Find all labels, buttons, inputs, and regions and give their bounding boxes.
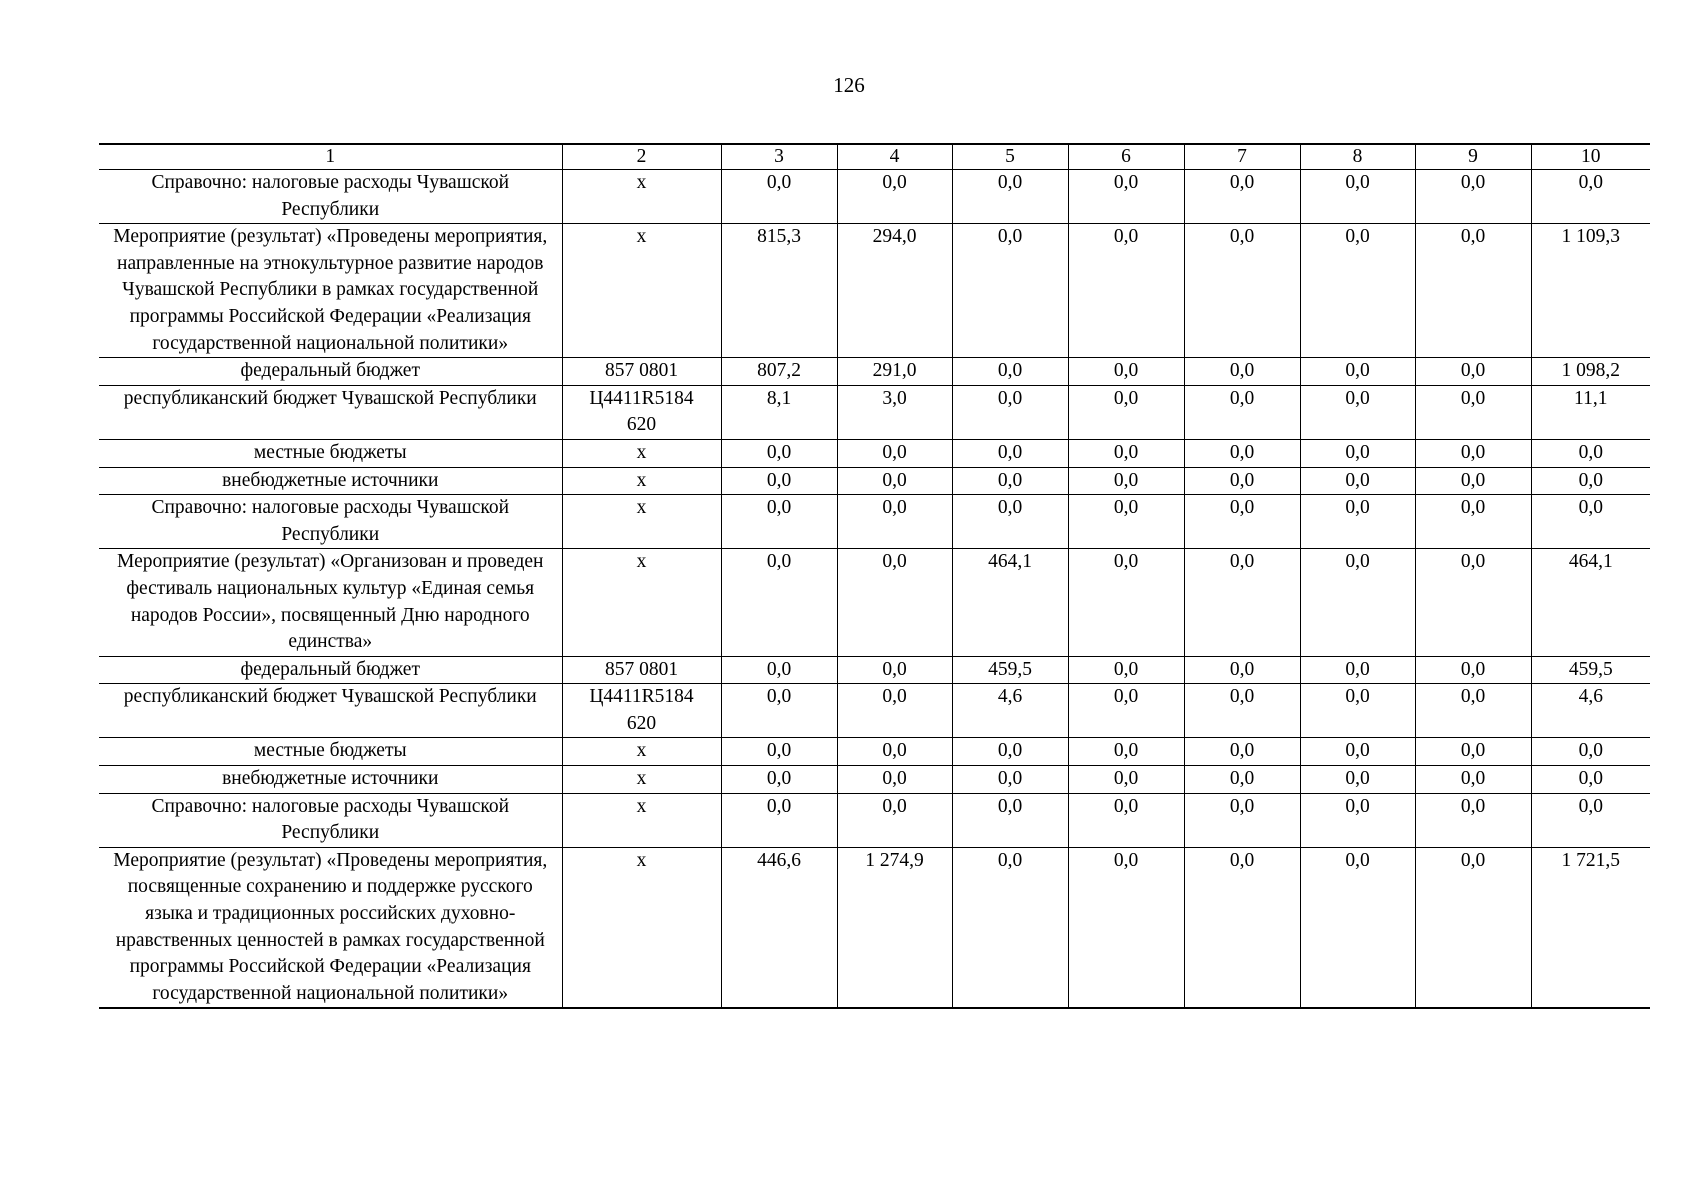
value-cell: 0,0	[721, 467, 837, 495]
value-cell: 0,0	[952, 766, 1068, 794]
value-cell: 0,0	[1415, 684, 1531, 738]
column-header: 5	[952, 144, 1068, 170]
value-cell: 0,0	[1415, 495, 1531, 549]
value-cell: 0,0	[952, 793, 1068, 847]
value-cell: 0,0	[1415, 439, 1531, 467]
row-code-cell	[562, 170, 721, 224]
value-cell: 807,2	[721, 358, 837, 386]
value-cell: 3,0	[837, 385, 952, 439]
row-code-cell	[562, 656, 721, 684]
value-cell: 0,0	[1300, 467, 1415, 495]
value-cell: 4,6	[1531, 684, 1650, 738]
value-cell: 0,0	[1415, 385, 1531, 439]
budget-code-suffix: 620	[626, 712, 657, 734]
value-cell: 0,0	[1184, 439, 1300, 467]
value-cell: 0,0	[837, 766, 952, 794]
budget-code: Ц4411R5184	[589, 686, 694, 708]
row-name-cell: местные бюджеты	[99, 439, 562, 467]
value-cell: 0,0	[1184, 495, 1300, 549]
value-cell: 0,0	[1415, 170, 1531, 224]
value-cell: 0,0	[1184, 467, 1300, 495]
row-code-cell	[562, 358, 721, 386]
value-cell: 0,0	[1300, 766, 1415, 794]
value-cell: 0,0	[1068, 224, 1184, 358]
value-cell: 0,0	[952, 847, 1068, 1008]
table-row	[99, 385, 1650, 439]
row-code-cell	[562, 684, 721, 738]
column-header: 8	[1300, 144, 1415, 170]
value-cell: 0,0	[721, 684, 837, 738]
value-cell: 0,0	[1184, 766, 1300, 794]
budget-code: х	[636, 441, 647, 463]
budget-code: 857 0801	[604, 658, 679, 680]
value-cell: 8,1	[721, 385, 837, 439]
budget-code: х	[636, 740, 647, 762]
row-name-cell: местные бюджеты	[99, 738, 562, 766]
value-cell: 0,0	[1068, 847, 1184, 1008]
value-cell: 0,0	[1415, 467, 1531, 495]
value-cell: 0,0	[837, 549, 952, 656]
value-cell: 0,0	[1068, 549, 1184, 656]
value-cell: 459,5	[1531, 656, 1650, 684]
value-cell: 0,0	[837, 170, 952, 224]
value-cell: 0,0	[1531, 467, 1650, 495]
value-cell: 0,0	[1300, 656, 1415, 684]
row-code-cell	[562, 467, 721, 495]
value-cell: 1 721,5	[1531, 847, 1650, 1008]
value-cell: 0,0	[1531, 793, 1650, 847]
row-name-cell: Мероприятие (результат) «Организован и проведен фестиваль национальных культур «Единая семья народов России», посвященный Дню народного единства»	[99, 549, 562, 656]
value-cell: 0,0	[1184, 847, 1300, 1008]
table-row	[99, 467, 1650, 495]
table-row	[99, 847, 1650, 1008]
value-cell: 0,0	[1184, 684, 1300, 738]
table-row	[99, 766, 1650, 794]
value-cell: 0,0	[952, 738, 1068, 766]
value-cell: 0,0	[837, 656, 952, 684]
value-cell: 0,0	[1415, 358, 1531, 386]
row-code-cell	[562, 549, 721, 656]
table-row	[99, 439, 1650, 467]
value-cell: 0,0	[1531, 439, 1650, 467]
value-cell: 0,0	[1068, 793, 1184, 847]
budget-code: х	[636, 226, 647, 248]
row-code-cell	[562, 439, 721, 467]
value-cell: 0,0	[1300, 549, 1415, 656]
budget-code: х	[636, 849, 647, 871]
value-cell: 0,0	[1415, 847, 1531, 1008]
value-cell: 0,0	[837, 793, 952, 847]
value-cell: 0,0	[952, 224, 1068, 358]
value-cell: 0,0	[1300, 385, 1415, 439]
column-header: 7	[1184, 144, 1300, 170]
value-cell: 0,0	[837, 738, 952, 766]
row-code-cell	[562, 385, 721, 439]
row-name-cell: федеральный бюджет	[99, 656, 562, 684]
table-header-row	[99, 144, 1650, 170]
row-name-cell: Справочно: налоговые расходы Чувашской Республики	[99, 170, 562, 224]
budget-code: х	[636, 551, 647, 573]
table-row	[99, 549, 1650, 656]
value-cell: 0,0	[1068, 766, 1184, 794]
value-cell: 0,0	[1300, 224, 1415, 358]
value-cell: 0,0	[721, 793, 837, 847]
value-cell: 0,0	[1184, 549, 1300, 656]
table-row	[99, 224, 1650, 358]
row-name-cell: республиканский бюджет Чувашской Республики	[99, 385, 562, 439]
row-code-cell	[562, 495, 721, 549]
value-cell: 291,0	[837, 358, 952, 386]
row-name-cell: внебюджетные источники	[99, 467, 562, 495]
value-cell: 0,0	[1415, 793, 1531, 847]
value-cell: 0,0	[1415, 549, 1531, 656]
value-cell: 294,0	[837, 224, 952, 358]
table-row	[99, 738, 1650, 766]
value-cell: 0,0	[1184, 224, 1300, 358]
value-cell: 0,0	[1068, 467, 1184, 495]
value-cell: 0,0	[1531, 738, 1650, 766]
value-cell: 1 274,9	[837, 847, 952, 1008]
value-cell: 0,0	[1300, 495, 1415, 549]
value-cell: 0,0	[1184, 170, 1300, 224]
value-cell: 446,6	[721, 847, 837, 1008]
value-cell: 0,0	[1068, 495, 1184, 549]
value-cell: 0,0	[1184, 385, 1300, 439]
value-cell: 0,0	[952, 467, 1068, 495]
value-cell: 0,0	[1531, 766, 1650, 794]
budget-code: 857 0801	[604, 360, 679, 382]
value-cell: 0,0	[952, 170, 1068, 224]
table-row	[99, 793, 1650, 847]
value-cell: 0,0	[1068, 358, 1184, 386]
value-cell: 1 109,3	[1531, 224, 1650, 358]
value-cell: 0,0	[837, 684, 952, 738]
row-code-cell	[562, 793, 721, 847]
value-cell: 464,1	[952, 549, 1068, 656]
value-cell: 0,0	[1068, 684, 1184, 738]
value-cell: 0,0	[1068, 738, 1184, 766]
value-cell: 0,0	[721, 439, 837, 467]
budget-code: х	[636, 795, 647, 817]
value-cell: 0,0	[1068, 656, 1184, 684]
column-header: 9	[1415, 144, 1531, 170]
budget-code: х	[636, 497, 647, 519]
value-cell: 0,0	[1300, 439, 1415, 467]
value-cell: 0,0	[952, 358, 1068, 386]
budget-code: х	[636, 469, 647, 491]
row-code-cell	[562, 224, 721, 358]
value-cell: 0,0	[721, 766, 837, 794]
value-cell: 0,0	[1300, 170, 1415, 224]
table-body	[99, 144, 1650, 1008]
value-cell: 815,3	[721, 224, 837, 358]
value-cell: 464,1	[1531, 549, 1650, 656]
row-name-cell: Мероприятие (результат) «Проведены мероприятия, посвященные сохранению и поддержке русского языка и традиционных российских духовно-нравственных ценностей в рамках государственной программы Российской Федерации «Реализация государственной национальной политики»	[99, 847, 562, 1008]
value-cell: 0,0	[721, 738, 837, 766]
value-cell: 459,5	[952, 656, 1068, 684]
value-cell: 0,0	[1068, 385, 1184, 439]
column-header: 1	[99, 144, 562, 170]
row-code-cell	[562, 847, 721, 1008]
value-cell: 0,0	[1415, 224, 1531, 358]
value-cell: 11,1	[1531, 385, 1650, 439]
budget-code: Ц4411R5184	[589, 387, 694, 409]
value-cell: 0,0	[1300, 793, 1415, 847]
value-cell: 0,0	[1068, 170, 1184, 224]
value-cell: 0,0	[837, 467, 952, 495]
value-cell: 0,0	[952, 439, 1068, 467]
table-row	[99, 495, 1650, 549]
value-cell: 0,0	[1184, 358, 1300, 386]
row-name-cell: Справочно: налоговые расходы Чувашской Республики	[99, 793, 562, 847]
column-header: 6	[1068, 144, 1184, 170]
value-cell: 0,0	[1184, 656, 1300, 684]
row-name-cell: Справочно: налоговые расходы Чувашской Республики	[99, 495, 562, 549]
value-cell: 0,0	[721, 495, 837, 549]
value-cell: 1 098,2	[1531, 358, 1650, 386]
page-number: 126	[833, 73, 865, 97]
value-cell: 0,0	[1300, 738, 1415, 766]
budget-table	[99, 143, 1650, 1009]
row-name-cell: республиканский бюджет Чувашской Республики	[99, 684, 562, 738]
row-code-cell	[562, 738, 721, 766]
value-cell: 0,0	[837, 495, 952, 549]
table-row	[99, 358, 1650, 386]
value-cell: 0,0	[952, 495, 1068, 549]
value-cell: 0,0	[721, 656, 837, 684]
table-row	[99, 684, 1650, 738]
row-name-cell: федеральный бюджет	[99, 358, 562, 386]
column-header: 2	[562, 144, 721, 170]
value-cell: 0,0	[1531, 495, 1650, 549]
row-name-cell: внебюджетные источники	[99, 766, 562, 794]
value-cell: 0,0	[721, 170, 837, 224]
column-header: 3	[721, 144, 837, 170]
budget-code-suffix: 620	[626, 414, 657, 436]
value-cell: 0,0	[1184, 738, 1300, 766]
column-header: 4	[837, 144, 952, 170]
value-cell: 0,0	[1415, 766, 1531, 794]
value-cell: 0,0	[1415, 656, 1531, 684]
value-cell: 0,0	[1415, 738, 1531, 766]
budget-code: х	[636, 768, 647, 790]
value-cell: 0,0	[1531, 170, 1650, 224]
value-cell: 0,0	[952, 385, 1068, 439]
value-cell: 0,0	[837, 439, 952, 467]
value-cell: 0,0	[1300, 358, 1415, 386]
value-cell: 0,0	[1184, 793, 1300, 847]
budget-code: х	[636, 172, 647, 193]
value-cell: 0,0	[1300, 684, 1415, 738]
value-cell: 4,6	[952, 684, 1068, 738]
value-cell: 0,0	[721, 549, 837, 656]
table-row	[99, 656, 1650, 684]
value-cell: 0,0	[1068, 439, 1184, 467]
value-cell: 0,0	[1300, 847, 1415, 1008]
row-name-cell: Мероприятие (результат) «Проведены мероприятия, направленные на этнокультурное развитие народов Чувашской Республики в рамках государственной программы Российской Федерации «Реализация государственной национальной политики»	[99, 224, 562, 358]
row-code-cell	[562, 766, 721, 794]
table-row	[99, 170, 1650, 224]
column-header: 10	[1531, 144, 1650, 170]
